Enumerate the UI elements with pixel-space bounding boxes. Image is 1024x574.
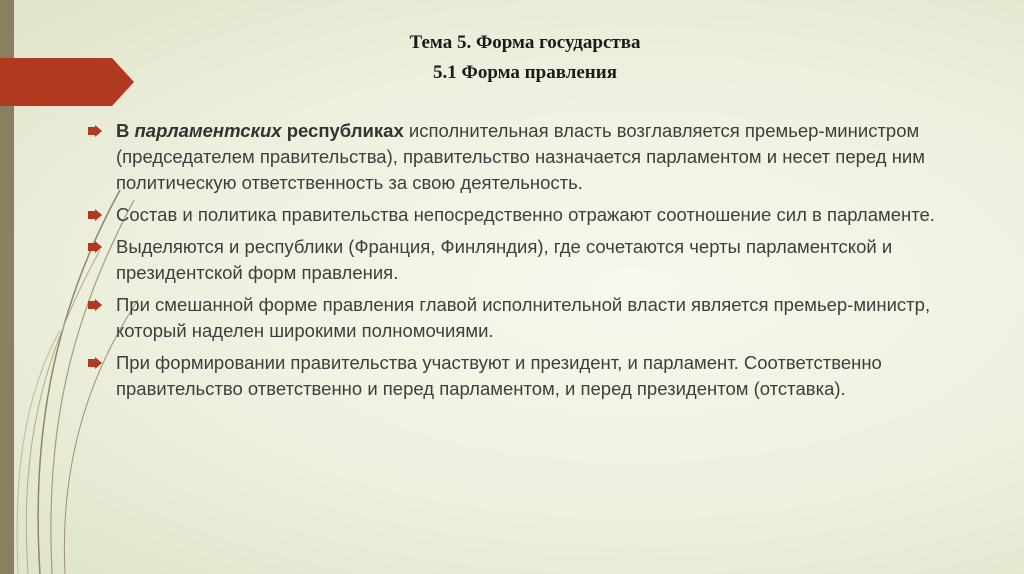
list-item [88,292,978,344]
title-line-1: Тема 5. Форма государства [409,32,641,53]
arrow-bullet-icon [88,241,102,253]
list-item [88,202,978,228]
item-text: При смешанной форме правления главой исполнительной власти является премьер-министр, который наделен широкими полномочиями. [116,294,931,341]
arrow-bullet-icon [88,125,102,137]
arrow-bullet-icon [88,299,102,311]
list-item [88,118,978,196]
item-text: Состав и политика правительства непосредственно отражают соотношение сил в парламенте. [116,204,935,225]
slide-title [200,28,850,88]
arrow-bullet-icon [88,209,102,221]
arrow-bullet-icon [88,357,102,369]
bullet-list [88,118,978,408]
item-text: исполнительная власть возглавляется премьер-министром (председателем правительства), правительство назначается парламентом и несет перед ним политическую ответственность за свою деятельность. [116,120,925,193]
item-emphasis-bold: республиках [281,120,404,141]
item-emphasis-italic: парламентских [134,120,282,141]
title-accent-banner [0,58,134,106]
item-text: При формировании правительства участвуют и президент, и парламент. Соответственно правительство ответственно и перед парламентом, и перед президентом (отставка). [116,352,882,399]
item-prefix: В [116,120,135,141]
title-line-2: 5.1 Форма правления [433,62,617,83]
list-item [88,350,978,402]
list-item [88,234,978,286]
item-text: Выделяются и республики (Франция, Финляндия), где сочетаются черты парламентской и президентской форм правления. [116,236,893,283]
